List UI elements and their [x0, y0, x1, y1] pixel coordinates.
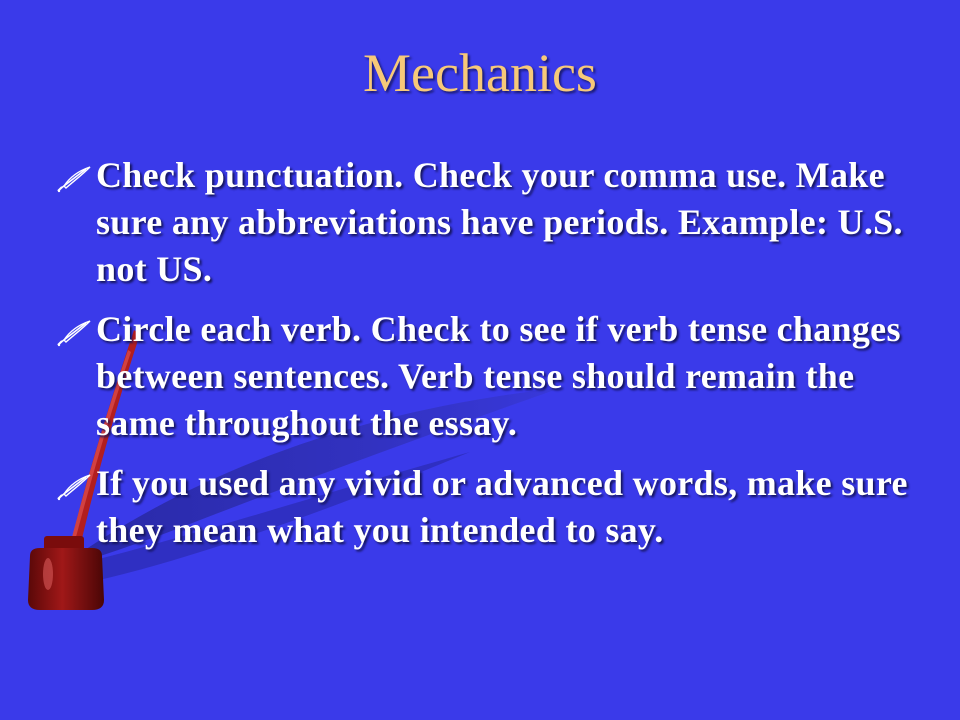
ink-bottle-body [28, 548, 104, 610]
bullet-item-punctuation [54, 152, 934, 293]
slide-title: Mechanics [363, 43, 597, 103]
bullet-text: Check punctuation. Check your comma use. Make sure any abbreviations have periods. Example: U.S. not US. [96, 155, 903, 289]
bullet-text: Circle each verb. Check to see if verb tense changes between sentences. Verb tense should remain the same throughout the essay. [96, 309, 901, 443]
quill-pen-icon [56, 319, 94, 347]
bullet-item-vocabulary [54, 460, 934, 554]
quill-pen-icon [56, 165, 94, 193]
ink-bottle-shine [43, 558, 53, 590]
quill-pen-icon [56, 473, 94, 501]
bullet-list [54, 152, 934, 554]
bullet-text: If you used any vivid or advanced words, make sure they mean what you intended to say. [96, 463, 908, 550]
bullet-item-verbs [54, 306, 934, 447]
